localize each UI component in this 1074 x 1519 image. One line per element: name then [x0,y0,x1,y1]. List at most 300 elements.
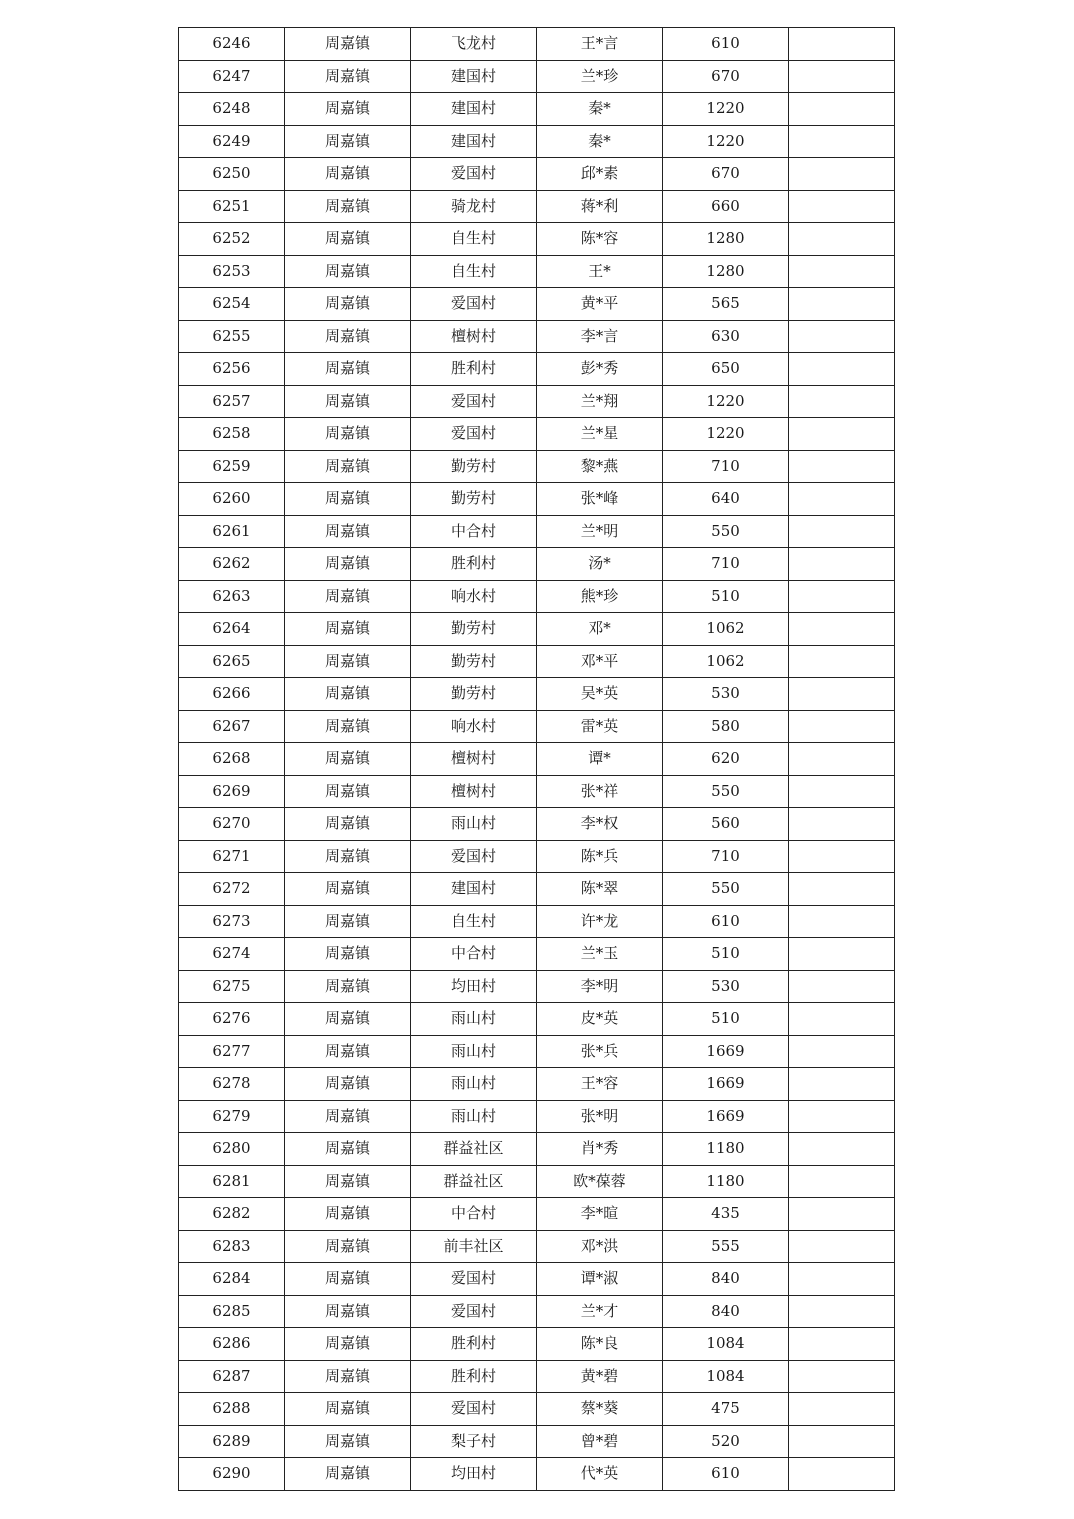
village-cell: 爱国村 [411,418,537,451]
village-cell: 胜利村 [411,353,537,386]
town-cell: 周嘉镇 [285,710,411,743]
village-cell: 胜利村 [411,1328,537,1361]
row-id-cell: 6258 [179,418,285,451]
town-cell: 周嘉镇 [285,938,411,971]
name-cell: 陈*容 [537,223,663,256]
town-cell: 周嘉镇 [285,580,411,613]
row-id-cell: 6285 [179,1295,285,1328]
town-cell: 周嘉镇 [285,1458,411,1491]
name-cell: 欧*葆蓉 [537,1165,663,1198]
amount-cell: 530 [663,678,789,711]
note-cell [789,385,895,418]
row-id-cell: 6267 [179,710,285,743]
table-row [179,353,895,386]
village-cell: 雨山村 [411,808,537,841]
row-id-cell: 6252 [179,223,285,256]
row-id-cell: 6284 [179,1263,285,1296]
note-cell [789,938,895,971]
table-row [179,840,895,873]
village-cell: 檀树村 [411,320,537,353]
row-id-cell: 6255 [179,320,285,353]
amount-cell: 650 [663,353,789,386]
row-id-cell: 6276 [179,1003,285,1036]
note-cell [789,1458,895,1491]
name-cell: 邓* [537,613,663,646]
row-id-cell: 6281 [179,1165,285,1198]
table-row [179,873,895,906]
amount-cell: 610 [663,28,789,61]
village-cell: 勤劳村 [411,613,537,646]
amount-cell: 1220 [663,93,789,126]
amount-cell: 840 [663,1295,789,1328]
town-cell: 周嘉镇 [285,1263,411,1296]
row-id-cell: 6263 [179,580,285,613]
name-cell: 兰*玉 [537,938,663,971]
village-cell: 檀树村 [411,775,537,808]
name-cell: 李*权 [537,808,663,841]
note-cell [789,1263,895,1296]
row-id-cell: 6274 [179,938,285,971]
table-row [179,1133,895,1166]
row-id-cell: 6251 [179,190,285,223]
name-cell: 曾*碧 [537,1425,663,1458]
amount-cell: 1062 [663,645,789,678]
amount-cell: 475 [663,1393,789,1426]
amount-cell: 1669 [663,1068,789,1101]
town-cell: 周嘉镇 [285,1035,411,1068]
village-cell: 勤劳村 [411,483,537,516]
amount-cell: 555 [663,1230,789,1263]
town-cell: 周嘉镇 [285,1328,411,1361]
town-cell: 周嘉镇 [285,905,411,938]
name-cell: 张*明 [537,1100,663,1133]
name-cell: 张*祥 [537,775,663,808]
row-id-cell: 6260 [179,483,285,516]
table-row [179,775,895,808]
town-cell: 周嘉镇 [285,970,411,1003]
row-id-cell: 6261 [179,515,285,548]
town-cell: 周嘉镇 [285,1295,411,1328]
table-row [179,1328,895,1361]
town-cell: 周嘉镇 [285,1393,411,1426]
amount-cell: 550 [663,775,789,808]
note-cell [789,418,895,451]
note-cell [789,93,895,126]
table-row [179,1230,895,1263]
row-id-cell: 6247 [179,60,285,93]
table-row [179,60,895,93]
town-cell: 周嘉镇 [285,1360,411,1393]
table-row [179,1100,895,1133]
name-cell: 邱*素 [537,158,663,191]
name-cell: 黄*平 [537,288,663,321]
amount-cell: 1180 [663,1165,789,1198]
table-row [179,1393,895,1426]
row-id-cell: 6249 [179,125,285,158]
row-id-cell: 6280 [179,1133,285,1166]
name-cell: 秦* [537,125,663,158]
table-row [179,970,895,1003]
name-cell: 邓*平 [537,645,663,678]
name-cell: 邓*洪 [537,1230,663,1263]
amount-cell: 580 [663,710,789,743]
table-row [179,613,895,646]
name-cell: 张*峰 [537,483,663,516]
amount-cell: 560 [663,808,789,841]
town-cell: 周嘉镇 [285,28,411,61]
amount-cell: 1280 [663,223,789,256]
name-cell: 谭* [537,743,663,776]
note-cell [789,60,895,93]
note-cell [789,255,895,288]
village-cell: 骑龙村 [411,190,537,223]
town-cell: 周嘉镇 [285,223,411,256]
town-cell: 周嘉镇 [285,1100,411,1133]
name-cell: 熊*珍 [537,580,663,613]
name-cell: 陈*兵 [537,840,663,873]
table-row [179,1165,895,1198]
note-cell [789,1295,895,1328]
amount-cell: 1220 [663,385,789,418]
table-row [179,1295,895,1328]
note-cell [789,1100,895,1133]
table-row [179,1035,895,1068]
amount-cell: 1220 [663,418,789,451]
town-cell: 周嘉镇 [285,1165,411,1198]
town-cell: 周嘉镇 [285,645,411,678]
name-cell: 李*暄 [537,1198,663,1231]
note-cell [789,1165,895,1198]
name-cell: 汤* [537,548,663,581]
town-cell: 周嘉镇 [285,353,411,386]
name-cell: 兰*才 [537,1295,663,1328]
village-cell: 勤劳村 [411,678,537,711]
town-cell: 周嘉镇 [285,158,411,191]
name-cell: 彭*秀 [537,353,663,386]
data-table [178,27,895,1491]
name-cell: 王* [537,255,663,288]
village-cell: 雨山村 [411,1068,537,1101]
village-cell: 建国村 [411,125,537,158]
name-cell: 吴*英 [537,678,663,711]
note-cell [789,678,895,711]
note-cell [789,970,895,1003]
town-cell: 周嘉镇 [285,775,411,808]
town-cell: 周嘉镇 [285,1068,411,1101]
town-cell: 周嘉镇 [285,255,411,288]
note-cell [789,288,895,321]
table-row [179,1003,895,1036]
village-cell: 爱国村 [411,385,537,418]
table-row [179,28,895,61]
table-row [179,938,895,971]
row-id-cell: 6286 [179,1328,285,1361]
village-cell: 爱国村 [411,1393,537,1426]
town-cell: 周嘉镇 [285,1003,411,1036]
town-cell: 周嘉镇 [285,385,411,418]
village-cell: 爱国村 [411,288,537,321]
village-cell: 均田村 [411,970,537,1003]
row-id-cell: 6277 [179,1035,285,1068]
village-cell: 雨山村 [411,1035,537,1068]
town-cell: 周嘉镇 [285,743,411,776]
name-cell: 李*明 [537,970,663,1003]
table-row [179,905,895,938]
amount-cell: 840 [663,1263,789,1296]
table-row [179,580,895,613]
amount-cell: 1180 [663,1133,789,1166]
village-cell: 勤劳村 [411,645,537,678]
amount-cell: 640 [663,483,789,516]
table-row [179,1263,895,1296]
table-row [179,255,895,288]
town-cell: 周嘉镇 [285,190,411,223]
row-id-cell: 6259 [179,450,285,483]
amount-cell: 1084 [663,1360,789,1393]
amount-cell: 565 [663,288,789,321]
town-cell: 周嘉镇 [285,678,411,711]
village-cell: 勤劳村 [411,450,537,483]
village-cell: 飞龙村 [411,28,537,61]
note-cell [789,645,895,678]
amount-cell: 530 [663,970,789,1003]
town-cell: 周嘉镇 [285,548,411,581]
amount-cell: 1280 [663,255,789,288]
name-cell: 黎*燕 [537,450,663,483]
row-id-cell: 6270 [179,808,285,841]
village-cell: 爱国村 [411,840,537,873]
village-cell: 自生村 [411,223,537,256]
note-cell [789,1393,895,1426]
name-cell: 黄*碧 [537,1360,663,1393]
name-cell: 兰*翔 [537,385,663,418]
amount-cell: 630 [663,320,789,353]
note-cell [789,1035,895,1068]
note-cell [789,775,895,808]
row-id-cell: 6279 [179,1100,285,1133]
village-cell: 自生村 [411,255,537,288]
village-cell: 均田村 [411,1458,537,1491]
note-cell [789,1198,895,1231]
table-row [179,385,895,418]
note-cell [789,1328,895,1361]
table-row [179,288,895,321]
note-cell [789,1425,895,1458]
name-cell: 秦* [537,93,663,126]
note-cell [789,905,895,938]
village-cell: 自生村 [411,905,537,938]
note-cell [789,353,895,386]
town-cell: 周嘉镇 [285,450,411,483]
row-id-cell: 6273 [179,905,285,938]
table-row [179,645,895,678]
table-row [179,1068,895,1101]
table-row [179,808,895,841]
table-row [179,1198,895,1231]
note-cell [789,1360,895,1393]
name-cell: 兰*明 [537,515,663,548]
note-cell [789,1133,895,1166]
amount-cell: 550 [663,873,789,906]
amount-cell: 520 [663,1425,789,1458]
amount-cell: 1669 [663,1035,789,1068]
note-cell [789,840,895,873]
amount-cell: 710 [663,450,789,483]
village-cell: 前丰社区 [411,1230,537,1263]
table-row [179,418,895,451]
name-cell: 许*龙 [537,905,663,938]
note-cell [789,223,895,256]
table-row [179,450,895,483]
row-id-cell: 6264 [179,613,285,646]
row-id-cell: 6272 [179,873,285,906]
town-cell: 周嘉镇 [285,93,411,126]
town-cell: 周嘉镇 [285,60,411,93]
note-cell [789,158,895,191]
table-row [179,158,895,191]
note-cell [789,808,895,841]
town-cell: 周嘉镇 [285,125,411,158]
town-cell: 周嘉镇 [285,1133,411,1166]
village-cell: 梨子村 [411,1425,537,1458]
amount-cell: 435 [663,1198,789,1231]
table-row [179,483,895,516]
village-cell: 中合村 [411,515,537,548]
table-row [179,1360,895,1393]
row-id-cell: 6262 [179,548,285,581]
town-cell: 周嘉镇 [285,483,411,516]
note-cell [789,1068,895,1101]
town-cell: 周嘉镇 [285,320,411,353]
name-cell: 张*兵 [537,1035,663,1068]
village-cell: 群益社区 [411,1165,537,1198]
note-cell [789,320,895,353]
village-cell: 建国村 [411,873,537,906]
table-row [179,743,895,776]
table-row [179,320,895,353]
note-cell [789,190,895,223]
note-cell [789,873,895,906]
row-id-cell: 6271 [179,840,285,873]
village-cell: 爱国村 [411,158,537,191]
name-cell: 蔡*葵 [537,1393,663,1426]
town-cell: 周嘉镇 [285,418,411,451]
amount-cell: 620 [663,743,789,776]
name-cell: 陈*良 [537,1328,663,1361]
table-row [179,190,895,223]
amount-cell: 670 [663,60,789,93]
row-id-cell: 6256 [179,353,285,386]
note-cell [789,1230,895,1263]
town-cell: 周嘉镇 [285,613,411,646]
table-body [179,28,895,1491]
row-id-cell: 6282 [179,1198,285,1231]
town-cell: 周嘉镇 [285,840,411,873]
amount-cell: 550 [663,515,789,548]
village-cell: 中合村 [411,1198,537,1231]
row-id-cell: 6253 [179,255,285,288]
amount-cell: 660 [663,190,789,223]
note-cell [789,743,895,776]
amount-cell: 1669 [663,1100,789,1133]
note-cell [789,548,895,581]
note-cell [789,483,895,516]
name-cell: 代*英 [537,1458,663,1491]
row-id-cell: 6266 [179,678,285,711]
row-id-cell: 6278 [179,1068,285,1101]
town-cell: 周嘉镇 [285,1230,411,1263]
town-cell: 周嘉镇 [285,288,411,321]
town-cell: 周嘉镇 [285,515,411,548]
table-row [179,548,895,581]
row-id-cell: 6287 [179,1360,285,1393]
table-row [179,678,895,711]
row-id-cell: 6246 [179,28,285,61]
amount-cell: 710 [663,840,789,873]
village-cell: 雨山村 [411,1100,537,1133]
village-cell: 建国村 [411,93,537,126]
row-id-cell: 6288 [179,1393,285,1426]
town-cell: 周嘉镇 [285,873,411,906]
table-row [179,1458,895,1491]
table-row [179,125,895,158]
amount-cell: 1062 [663,613,789,646]
name-cell: 蒋*利 [537,190,663,223]
village-cell: 胜利村 [411,548,537,581]
note-cell [789,580,895,613]
village-cell: 响水村 [411,710,537,743]
village-cell: 爱国村 [411,1263,537,1296]
row-id-cell: 6283 [179,1230,285,1263]
row-id-cell: 6269 [179,775,285,808]
row-id-cell: 6257 [179,385,285,418]
name-cell: 肖*秀 [537,1133,663,1166]
name-cell: 陈*翠 [537,873,663,906]
row-id-cell: 6289 [179,1425,285,1458]
note-cell [789,710,895,743]
amount-cell: 510 [663,1003,789,1036]
row-id-cell: 6250 [179,158,285,191]
table-row [179,1425,895,1458]
row-id-cell: 6290 [179,1458,285,1491]
note-cell [789,515,895,548]
town-cell: 周嘉镇 [285,808,411,841]
village-cell: 雨山村 [411,1003,537,1036]
table-row [179,710,895,743]
village-cell: 檀树村 [411,743,537,776]
row-id-cell: 6265 [179,645,285,678]
village-cell: 中合村 [411,938,537,971]
row-id-cell: 6254 [179,288,285,321]
amount-cell: 610 [663,1458,789,1491]
amount-cell: 610 [663,905,789,938]
table-row [179,93,895,126]
town-cell: 周嘉镇 [285,1198,411,1231]
amount-cell: 510 [663,580,789,613]
note-cell [789,125,895,158]
village-cell: 建国村 [411,60,537,93]
note-cell [789,613,895,646]
village-cell: 群益社区 [411,1133,537,1166]
name-cell: 王*言 [537,28,663,61]
name-cell: 兰*星 [537,418,663,451]
amount-cell: 510 [663,938,789,971]
name-cell: 兰*珍 [537,60,663,93]
name-cell: 谭*淑 [537,1263,663,1296]
name-cell: 李*言 [537,320,663,353]
table-row [179,223,895,256]
name-cell: 雷*英 [537,710,663,743]
